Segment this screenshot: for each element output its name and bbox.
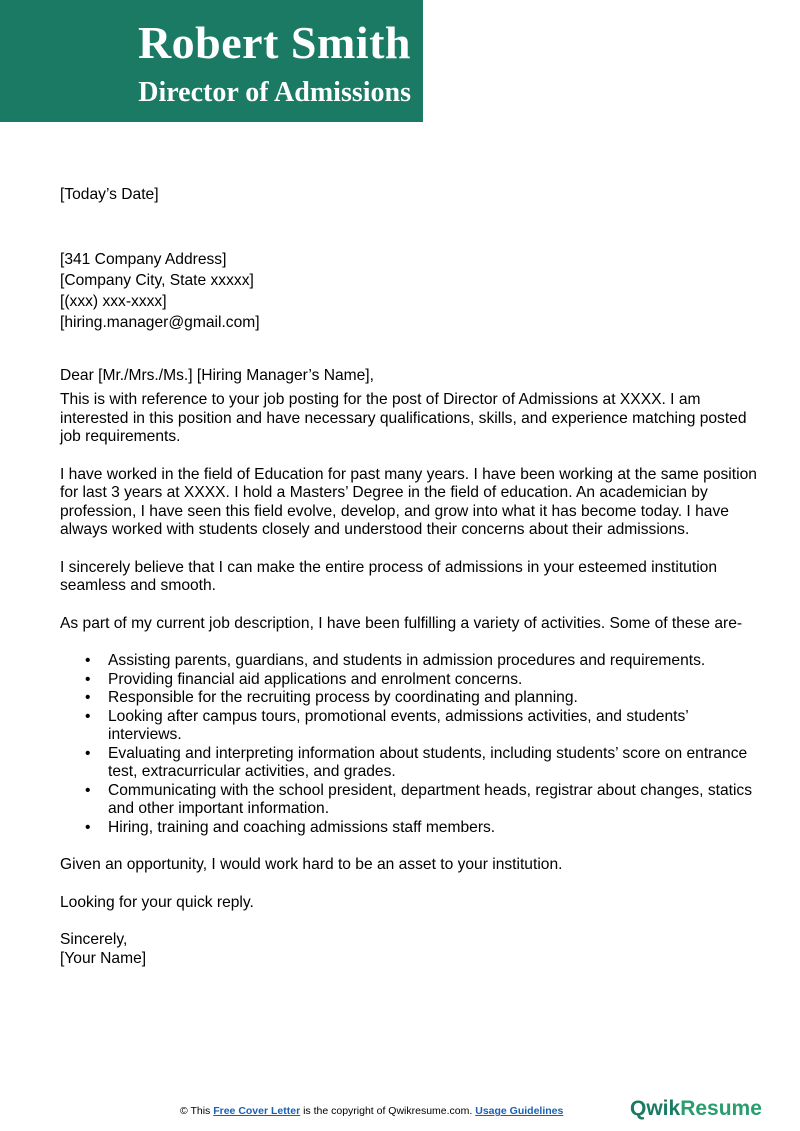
list-item bbox=[85, 707, 760, 745]
list-item-text: Evaluating and interpreting information about students, including students’ score on entrance test, extracurricular activities, and grades. bbox=[108, 744, 748, 780]
paragraph: I have worked in the field of Education for past many years. I have been working at the same position for last 3 years at XXXX. I hold a Masters’ Degree in the field of education. An academician by profession, I have seen this field evolve, develop, and grow into what it has become today. I have always worked with students closely and understood their concerns about their admissions. bbox=[60, 465, 757, 538]
list-item-text: Looking after campus tours, promotional events, admissions activities, and students’ interviews. bbox=[108, 707, 689, 743]
logo-part: Qwik bbox=[630, 1097, 681, 1120]
list-item bbox=[85, 818, 760, 838]
signature: [Your Name] bbox=[60, 949, 147, 967]
copyright-middle: is the copyright of Qwikresume.com. bbox=[300, 1105, 476, 1117]
list-item bbox=[85, 744, 760, 782]
bullet-icon: • bbox=[85, 652, 91, 669]
paragraph: This is with reference to your job posting for the post of Director of Admissions at XXXX. I am interested in this position and have necessary qualifications, skills, and experience matching posted job requirements. bbox=[60, 391, 747, 445]
closing-paragraph: Given an opportunity, I would work hard to be an asset to your institution. bbox=[60, 856, 563, 873]
address-line: [341 Company Address] bbox=[60, 250, 227, 268]
address-line: [(xxx) xxx-xxxx] bbox=[60, 292, 167, 310]
duties-list bbox=[60, 652, 760, 837]
list-item bbox=[85, 689, 760, 708]
bullet-icon: • bbox=[85, 781, 91, 799]
paragraph: I sincerely believe that I can make the entire process of admissions in your esteemed institution seamless and smooth. bbox=[60, 558, 718, 594]
qwikresume-logo[interactable] bbox=[630, 1097, 762, 1121]
address-line: [hiring.manager@gmail.com] bbox=[60, 313, 260, 331]
recipient-address bbox=[60, 249, 760, 333]
list-item-text: Communicating with the school president, department heads, registrar about changes, statics and other important information. bbox=[108, 781, 753, 817]
applicant-name: Robert Smith bbox=[137, 17, 411, 68]
copyright-prefix: © This bbox=[180, 1105, 214, 1117]
list-item bbox=[85, 670, 760, 690]
letter-date: [Today’s Date] bbox=[60, 186, 159, 203]
paragraph: As part of my current job description, I have been fulfilling a variety of activities. Some of these are- bbox=[60, 614, 743, 632]
list-item-text: Hiring, training and coaching admissions staff members. bbox=[108, 818, 496, 836]
list-item-text: Providing financial aid applications and enrolment concerns. bbox=[108, 670, 523, 688]
copyright-notice bbox=[180, 1105, 563, 1117]
salutation: Dear [Mr./Mrs./Ms.] [Hiring Manager’s Name], bbox=[60, 366, 374, 384]
applicant-role: Director of Admissions bbox=[138, 77, 411, 108]
letter-body bbox=[60, 186, 760, 968]
address-line: [Company City, State xxxxx] bbox=[60, 271, 254, 289]
bullet-icon: • bbox=[85, 707, 91, 725]
bullet-icon: • bbox=[85, 818, 91, 836]
bullet-icon: • bbox=[85, 744, 91, 762]
free-cover-letter-link[interactable]: Free Cover Letter bbox=[213, 1105, 301, 1117]
footer bbox=[0, 1097, 800, 1123]
usage-guidelines-link[interactable]: Usage Guidelines bbox=[475, 1105, 564, 1117]
bullet-icon: • bbox=[85, 670, 91, 688]
signoff: Sincerely, bbox=[60, 931, 128, 948]
list-item-text: Responsible for the recruiting process by coordinating and planning. bbox=[108, 689, 578, 706]
list-item bbox=[85, 781, 760, 819]
logo-part: Resume bbox=[680, 1097, 762, 1120]
header-banner bbox=[0, 0, 423, 122]
list-item bbox=[85, 652, 760, 671]
closing-paragraph: Looking for your quick reply. bbox=[60, 893, 254, 911]
bullet-icon: • bbox=[85, 689, 91, 706]
list-item-text: Assisting parents, guardians, and students in admission procedures and requirements. bbox=[108, 652, 706, 669]
